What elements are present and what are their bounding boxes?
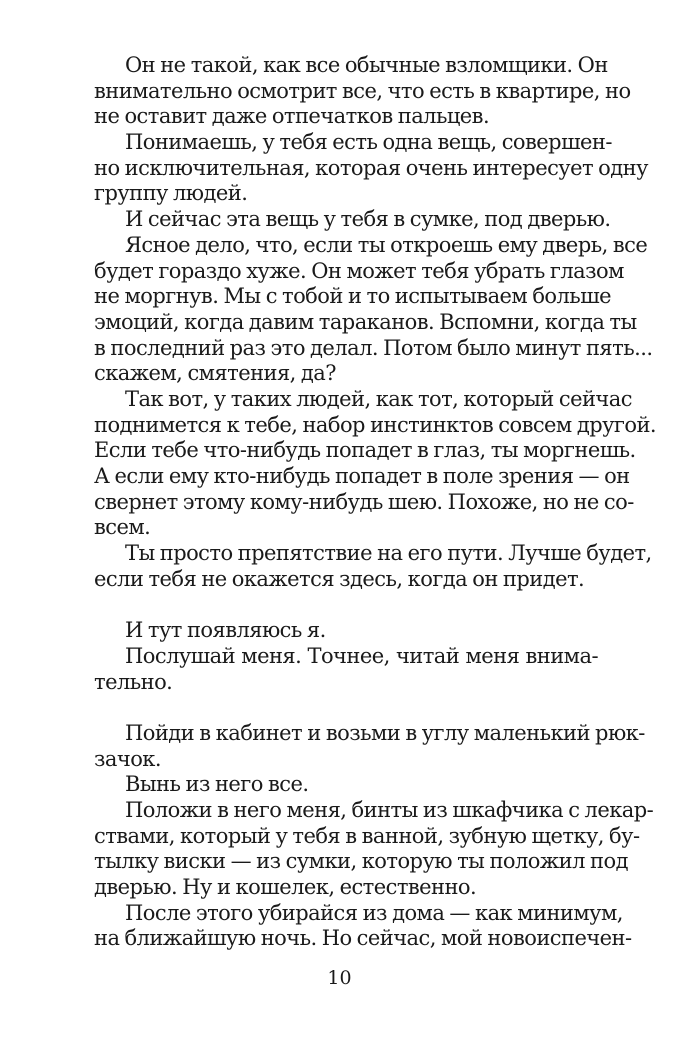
text-line: Положи в него меня, бинты из шкафчика с лекар- [125, 797, 654, 822]
text-line: группу людей. [94, 181, 248, 206]
text-line: тельно. [94, 669, 173, 694]
section-break [94, 592, 598, 618]
text-line: но исключительная, которая очень интересует одну [94, 155, 648, 180]
text-line: Так вот, у таких людей, как тот, который сейчас [125, 386, 632, 411]
text-line: Послушай меня. Точнее, читай меня внима- [125, 643, 598, 668]
text-line: ствами, который у тебя в ванной, зубную щетку, бу- [94, 823, 640, 848]
section-break [94, 695, 598, 721]
text-line: Если тебе что-нибудь попадет в глаз, ты моргнешь. [94, 438, 636, 463]
text-line: всем. [94, 515, 151, 540]
text-line: не моргнув. Мы с тобой и то испытываем больше [94, 284, 612, 309]
text-line: свернет этому кому-нибудь шею. Похоже, но не со- [94, 489, 634, 514]
text-line: А если ему кто-нибудь попадет в поле зрения — он [94, 464, 630, 488]
text-line: эмоций, когда давим тараканов. Вспомни, когда ты [94, 309, 637, 334]
text-line: Пойди в кабинет и возьми в углу маленький рюк- [125, 720, 645, 745]
text-line: зачок. [94, 746, 162, 771]
text-line: на ближайшую ночь. Но сейчас, мой новоиспечен- [94, 926, 632, 951]
text-line: Он не такой, как все обычные взломщики. Он [125, 53, 608, 77]
text-line: Ясное дело, что, если ты откроешь ему дверь, все [125, 232, 648, 257]
text-line: поднимется к тебе, набор инстинктов совсем другой. [94, 412, 657, 437]
text-line: будет гораздо хуже. Он может тебя убрать глазом [94, 258, 624, 283]
text-line: И тут появляюсь я. [125, 618, 326, 643]
text-line: внимательно осмотрит все, что есть в квартире, но [94, 78, 631, 103]
text-line: И сейчас эта вещь у тебя в сумке, под дверью. [125, 207, 611, 232]
text-line: Вынь из него все. [125, 772, 309, 797]
text-line: скажем, смятения, да? [94, 361, 336, 386]
text-line: Ты просто препятствие на его пути. Лучше будет, [125, 541, 652, 566]
text-line: дверью. Ну и кошелек, естественно. [94, 875, 477, 899]
text-line: в последний раз это делал. Потом было минут пять... [94, 335, 653, 360]
text-line: тылку виски — из сумки, которую ты положил под [94, 849, 628, 874]
text-line: После этого убирайся из дома — как минимум, [125, 900, 623, 925]
text-line: не оставит даже отпечатков пальцев. [94, 104, 490, 129]
text-line: если тебя не окажется здесь, когда он придет. [94, 566, 585, 591]
text-line: Понимаешь, у тебя есть одна вещь, совершен- [125, 130, 612, 155]
page-number: 10 [327, 967, 352, 989]
body-text [94, 53, 657, 952]
